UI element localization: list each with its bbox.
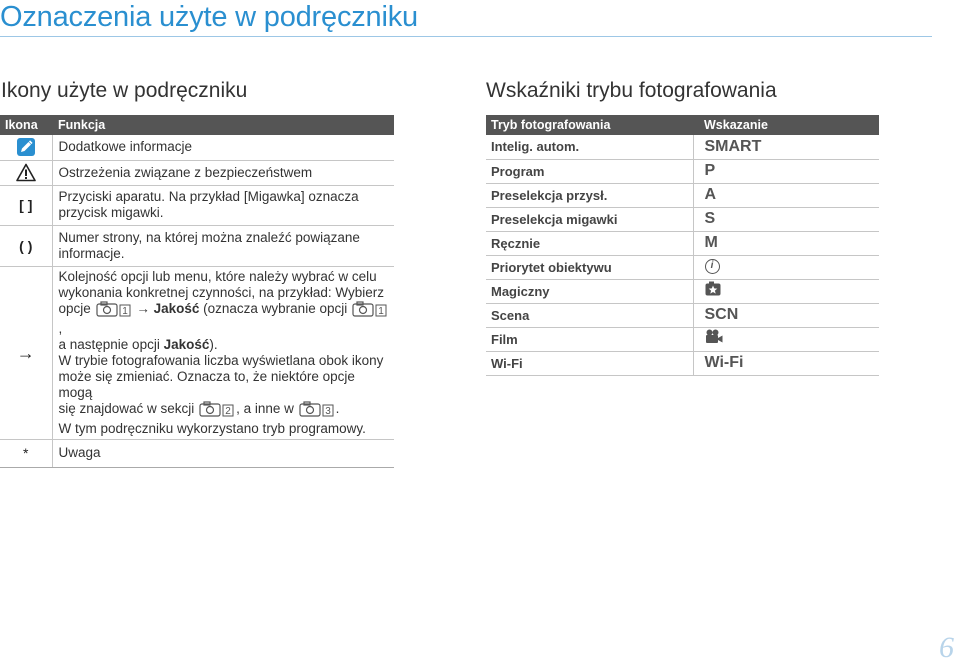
table-row: Film: [486, 327, 879, 351]
parentheses-icon: ( ): [0, 225, 52, 266]
manual-mode-indicator: M: [693, 231, 879, 255]
icons-table: [0, 115, 394, 468]
table-row: Intelig. autom. SMART: [486, 135, 879, 159]
camera-menu-icon: [298, 401, 336, 421]
table-row: Priorytet obiektywu i: [486, 255, 879, 279]
modes-section-heading: Wskaźniki trybu fotografowania: [486, 79, 777, 102]
scene-mode-indicator: SCN: [693, 303, 879, 327]
table-row: Scena SCN: [486, 303, 879, 327]
table-row: Ręcznie M: [486, 231, 879, 255]
asterisk-icon: *: [0, 439, 52, 467]
modes-table: [486, 115, 879, 376]
lens-priority-icon: i: [705, 259, 720, 274]
row-text: Uwaga: [52, 439, 394, 467]
aperture-mode-indicator: A: [693, 183, 879, 207]
svg-text:1: 1: [378, 305, 384, 317]
row-text: Numer strony, na której można znaleźć powiązane informacje.: [52, 225, 394, 266]
icons-section-heading: Ikony użyte w podręczniku: [1, 79, 248, 102]
program-mode-indicator: P: [693, 159, 879, 183]
table-row: Wi-Fi Wi-Fi: [486, 351, 879, 375]
table-row: Preselekcja migawki S: [486, 207, 879, 231]
smart-mode-indicator: SMART: [693, 135, 879, 159]
table-row: Magiczny: [486, 279, 879, 303]
warning-triangle-icon: [16, 163, 36, 182]
wifi-mode-indicator: Wi-Fi: [693, 351, 879, 375]
magic-star-icon: [705, 281, 721, 301]
camera-menu-icon: [351, 301, 389, 321]
col-header-function: Funkcja: [52, 115, 394, 135]
brackets-icon: [ ]: [0, 185, 52, 225]
table-row: → Kolejność opcji lub menu, które należy wybrać w celu wykonania konkretnej czynności, na przykład: Wybierz opcje 1 → Jakość (oznacza wybranie opcji 1 , a następnie opcji Jakość). W trybie fotografowania liczba wyświetlana obok ikony może się zmieniać. Oznacza to, że niektóre opcje mogą się znajdować w sekcji 2 , a inne w 3 . W tym podręczniku wykorzystano tryb programowy.: [0, 266, 394, 439]
arrow-icon: →: [0, 266, 52, 439]
note-pencil-icon: [17, 138, 35, 156]
table-row: Preselekcja przysł. A: [486, 183, 879, 207]
page-title: Oznaczenia użyte w podręczniku: [0, 1, 418, 33]
col-header-mode: Tryb fotografowania: [486, 115, 693, 135]
shutter-mode-indicator: S: [693, 207, 879, 231]
table-row: [0, 439, 394, 467]
row-text: Ostrzeżenia związane z bezpieczeństwem: [52, 160, 394, 185]
table-row: [0, 225, 394, 266]
table-row: [0, 160, 394, 185]
col-header-indicator: Wskazanie: [693, 115, 879, 135]
svg-text:3: 3: [324, 405, 331, 417]
col-header-icon: Ikona: [0, 115, 52, 135]
title-divider: [0, 36, 932, 37]
table-row: [0, 135, 394, 160]
page-number: 6: [939, 631, 954, 664]
svg-text:2: 2: [225, 405, 231, 417]
camera-menu-icon: [95, 301, 133, 321]
movie-camera-icon: [705, 329, 723, 349]
row-text: Dodatkowe informacje: [52, 135, 394, 160]
table-row: [ ] Przyciski aparatu. Na przykład [Migawka] oznacza przycisk migawki.: [0, 185, 394, 225]
table-row: Program P: [486, 159, 879, 183]
camera-menu-icon: [198, 401, 236, 421]
svg-text:1: 1: [121, 305, 128, 317]
